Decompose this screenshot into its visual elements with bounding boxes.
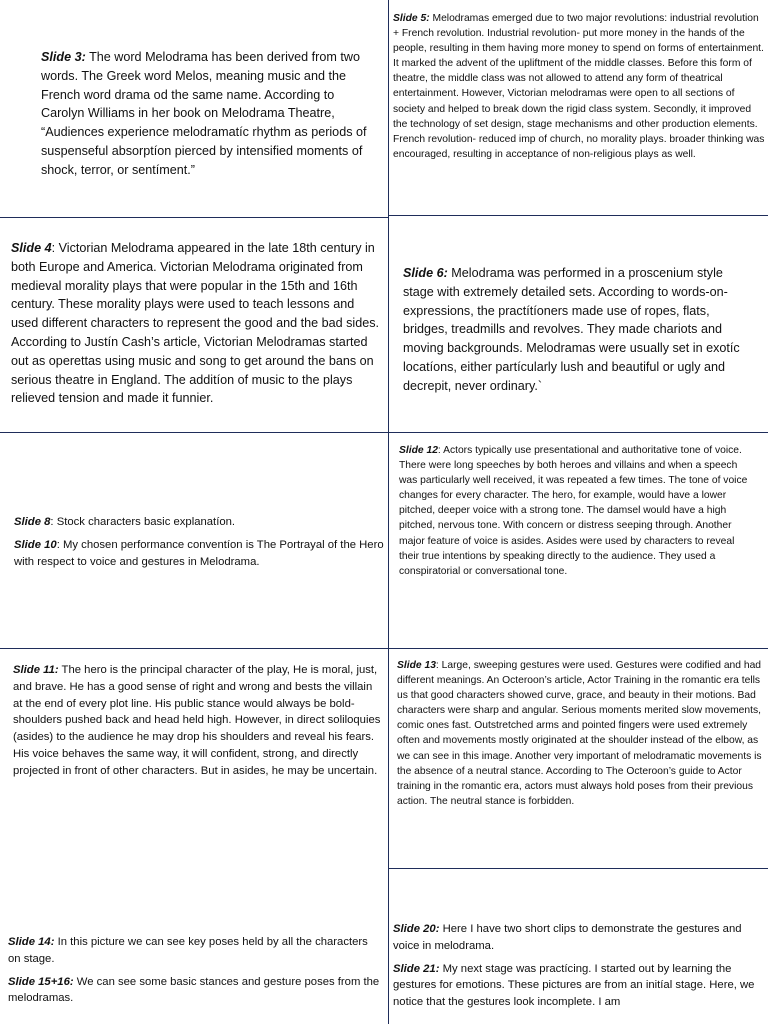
note-slide-5 xyxy=(393,11,765,162)
note-text: Here I have two short clips to demonstrate the gestures and voice in melodrama. xyxy=(393,923,742,952)
slide-label: Slide 21: xyxy=(393,962,440,975)
note-slide-13 xyxy=(397,658,766,809)
note-text: The hero is the principal character of the play, He is moral, just, and brave. He has a good sense of right and wrong and bests the villain at the end of every plot line. His public stance would always be bold- shoulders pushed back and head held high. However, in direct soliloquies (asides) to the audience he may drop his shoulders and reveal his fears. His voice behaves the same way, it will confident, strong, and directly projected in front of other characters. But in asides, he may be uncertain. xyxy=(13,664,381,777)
note-slide-14-16 xyxy=(8,934,380,1007)
column-divider xyxy=(388,0,389,1024)
slide-label: Slide 6: xyxy=(403,266,448,280)
note-slide-20-21 xyxy=(393,921,765,1024)
row-divider xyxy=(388,868,768,869)
note-text: The word Melodrama has been derived from two words. The Greek word Melos, meaning music and the French word drama od the same name. According to Carolyn Williams in her book on Melodrama Theatre, “Audiences experience melodramatíc rhythm as periods of suspenseful absorptíon pierced by intensified moments of shock, terror, or sentíment.” xyxy=(41,50,367,177)
row-divider xyxy=(0,432,768,433)
note-text: We can see some basic stances and gesture poses from the melodramas. xyxy=(8,975,380,1005)
note-text: Melodramas emerged due to two major revolutions: industrial revolution + French revolution. Industrial revolution- put more money in the hands of the people, resulting in them having more money to spend on forms of entertainment. It marked the advent of the upliftment of the middle classes. Before this form of theatre, the middle class was not allowed to attend any form of theatrical entertainment. However, Victorian melodramas were open to all sections of society and helped to break down the rigid class system. Secondly, it improved the technology of set design, stage mechanisms and other production elements. French revolution- reduced imp of church, no morality plays. broader thinking was encouraged, resulting in acceptance of non-religious plays as well. xyxy=(393,13,765,160)
slide-label: Slide 13 xyxy=(397,660,436,671)
note-slide-6 xyxy=(403,264,743,396)
note-text: In this picture we can see key poses held by all the characters on stage. xyxy=(8,936,368,965)
note-slide-3 xyxy=(41,48,371,180)
slide-label: Slide 8 xyxy=(14,516,51,528)
slide-label: Slide 3: xyxy=(41,50,86,64)
row-divider xyxy=(0,217,388,218)
row-divider xyxy=(0,648,768,649)
note-text: : Stock characters basic explanatíon. xyxy=(50,516,236,528)
slide-label: Slide 15+16: xyxy=(8,975,74,988)
slide-label: Slide 11: xyxy=(13,664,59,676)
note-text: : Victorian Melodrama appeared in the late 18th century in both Europe and America. Victorian Melodrama originated from medieval morality plays that were popular in the 15th and 16th century. These morality plays were used to teach lessons and used different characters to represent the good and the bad sides. According to Justín Cash’s article, Victorian Melodramas started out as operettas using music and song to get around the bans on serious theatre in England. The additíon of music to the plays relieved tension and made it funnier. xyxy=(11,241,380,406)
note-slide-8-10 xyxy=(14,514,386,570)
slide-label: Slide 4 xyxy=(11,241,52,255)
note-slide-4 xyxy=(11,239,381,408)
note-text: : Actors typically use presentational and authoritative tone of voice. There were long speeches by both heroes and villains and when a speech was particularly well received, it was repeated a few times. The tone of voice changes for every character. The hero, for example, would have a lower pitched, deeper voice with a strong tone. The damsel would have a high pitched, nervous tone. With concern or distress seeping through. Another major feature of voice is asides. Asides were used by characters to reveal their true intentions by speaking directly to the audience. They used a conspiratorial or conversational tone. xyxy=(399,445,748,577)
note-text: : Large, sweeping gestures were used. Gestures were codified and had different meanings. An Octeroon’s article, Actor Training in the romantic era tells us that good characters showed curve, grace, and beauty in their motions. Bad characters were sharp and angular. Serious moments merited slow movements, comic ones fast. Outstretched arms and pointed fingers were used extremely often and movements mostly originated at the shoulder instead of the elbow, as we can see in this image. Another very important of melodramatic movements is the absence of a neutral stance. According to The Octeroon’s guide to Actor training in the romantic era, actors must always hold poses from their previous action. The neutral stance is forbidden. xyxy=(397,660,762,807)
slide-label: Slide 20: xyxy=(393,923,440,935)
note-slide-12 xyxy=(399,443,757,579)
note-text: My next stage was practícing. I started out by learning the gestures for emotions. These pictures are from an initíal stage. Here, we notice that the gestures look incomplete. I am xyxy=(393,962,755,1009)
slide-label: Slide 5: xyxy=(393,13,430,24)
note-text: Melodrama was performed in a proscenium style stage with extremely detailed sets. According to words-on-expressions, the practítíoners made use of ropes, flats, bridges, treadmills and revolves. They made chariots and moving backgrounds. Melodramas were usually set in exotíc locatíons, either partícularly lush and beautiful or ugly and decrepit, never ordinary.` xyxy=(403,266,740,393)
note-slide-11 xyxy=(13,662,383,780)
slide-label: Slide 12 xyxy=(399,445,438,456)
slide-label: Slide 14: xyxy=(8,936,55,948)
row-divider xyxy=(388,215,768,216)
slide-label: Slide 10 xyxy=(14,538,57,551)
note-text: : My chosen performance conventíon is The Portrayal of the Hero with respect to voice and gestures in Melodrama. xyxy=(14,538,384,568)
